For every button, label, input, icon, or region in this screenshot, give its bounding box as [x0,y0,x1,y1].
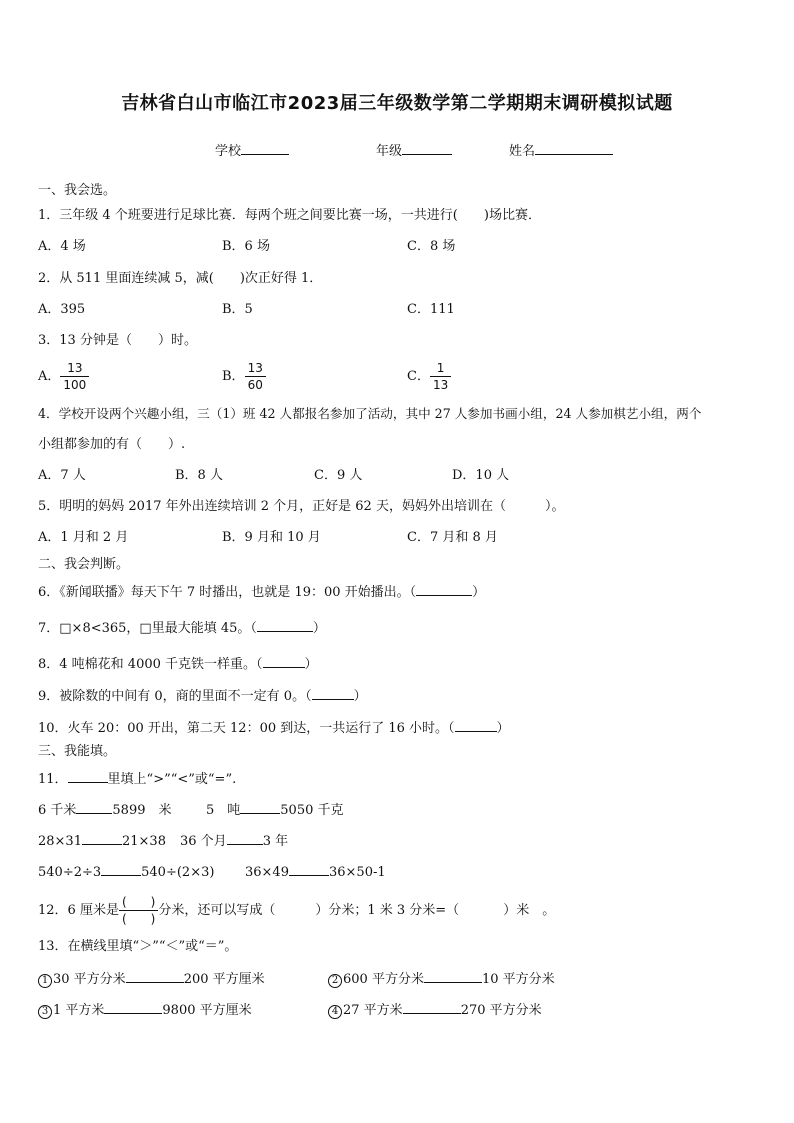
q11-item-4 [180,831,288,851]
question-5: 5．明明的妈妈 2017 年外出连续培训 2 个月，正好是 62 天，妈妈外出培训在（ ）。 [38,499,565,514]
grade-field[interactable] [376,141,452,161]
q11-instruction: 里填上“>”“<”或“=”. [107,772,237,787]
q4-option-b[interactable]: B．8 人 [175,468,223,483]
q7-answer-blank[interactable] [257,618,313,632]
q3-c-label: C． [407,369,430,384]
question-13: 13．在横线里填“＞”“＜”或“＝”。 [38,939,238,954]
q5-option-a[interactable]: A．1 月和 2 月 [38,530,129,545]
q11-item-3 [38,831,166,851]
q13-item-1-left: 30 平方分米 [53,972,126,987]
q3-a-denominator: 100 [63,378,87,392]
question-9 [38,686,367,706]
question-3: 3．13 分钟是（ ）时。 [38,333,197,348]
name-label: 姓名 [509,144,536,159]
q10-end: ） [496,721,510,736]
q4-option-d[interactable]: D．10 人 [452,468,510,483]
q13-item-4-right: 270 平方分米 [460,1003,542,1018]
circled-number-2: 2 [328,974,342,988]
name-blank[interactable] [535,141,613,155]
q12-numerator-blank[interactable]: ( ) [119,894,158,911]
q8-text: 8．4 吨棉花和 4000 千克铁一样重。（ [38,657,263,672]
q12-mid2: ）分米；1 米 3 分米=（ [315,903,460,918]
q13-item-4-left: 27 平方米 [343,1003,403,1018]
q12-fraction-blank[interactable] [119,894,158,927]
section-heading-judge: 二、我会判断。 [38,557,130,572]
q13-item-4-blank[interactable] [403,1000,461,1014]
q11-item-5-left: 540÷2÷3 [38,865,102,880]
q13-item-2-blank[interactable] [424,969,482,983]
q11-item-6-right: 36×50-1 [328,865,386,880]
q11-item-4-blank[interactable] [227,831,263,845]
question-6 [38,582,485,602]
q3-a-numerator: 13 [60,360,89,377]
q6-answer-blank[interactable] [416,582,472,596]
q12-end: ）米 。 [503,903,556,918]
q11-item-3-right: 21×38 [121,834,166,849]
question-1: 1．三年级 4 个班要进行足球比赛．每两个班之间要比赛一场，一共进行( )场比赛． [38,208,541,223]
q11-item-6-blank[interactable] [289,862,329,876]
q3-option-b[interactable] [222,360,266,393]
q1-option-b[interactable]: B．6 场 [222,239,270,254]
q10-answer-blank[interactable] [455,718,497,732]
question-4-line2: 小组都参加的有（ ）. [38,437,186,452]
q3-b-denominator: 60 [247,378,263,392]
q13-item-2-left: 600 平方分米 [343,972,424,987]
q7-end: ） [312,621,326,636]
q11-item-5-right: 540÷(2×3) [141,865,215,880]
question-12 [38,893,555,929]
school-field[interactable] [215,141,289,161]
q8-answer-blank[interactable] [263,654,305,668]
q9-answer-blank[interactable] [312,686,354,700]
q5-option-b[interactable]: B．9 月和 10 月 [222,530,321,545]
name-field[interactable] [509,141,613,161]
q2-option-b[interactable]: B．5 [222,302,253,317]
q3-a-label: A． [38,369,61,384]
q11-item-4-left: 36 个月 [180,834,227,849]
q11-item-6 [245,862,386,882]
q1-option-a[interactable]: A．4 场 [38,239,86,254]
question-7 [38,618,326,638]
circled-number-3: 3 [38,1005,52,1019]
q12-mid: 分米，还可以写成（ [158,903,276,918]
q13-item-3-blank[interactable] [104,1000,162,1014]
q13-item-3-right: 9800 平方厘米 [162,1003,252,1018]
q11-item-2-left: 5 吨 [206,803,241,818]
page-title: 吉林省白山市临江市2023届三年级数学第二学期期末调研模拟试题 [121,93,673,114]
q2-option-a[interactable]: A．395 [38,302,86,317]
q2-option-c[interactable]: C．111 [407,302,455,317]
section-heading-fill: 三、我能填。 [38,744,117,759]
q11-item-1 [38,800,172,820]
circled-number-4: 4 [328,1005,342,1019]
school-label: 学校 [215,144,242,159]
q3-b-label: B． [222,369,245,384]
grade-blank[interactable] [402,141,452,155]
q11-item-5 [38,862,214,882]
q11-item-2-blank[interactable] [240,800,280,814]
q3-option-a[interactable] [38,360,89,393]
q5-option-c[interactable]: C．7 月和 8 月 [407,530,498,545]
q3-b-numerator: 13 [245,360,266,377]
q13-item-2-right: 10 平方分米 [481,972,555,987]
q13-item-2 [328,969,555,989]
q12-lead: 12．6 厘米是 [38,903,119,918]
q13-item-1-blank[interactable] [126,969,184,983]
q11-item-2-right: 5050 千克 [280,803,344,818]
q4-option-a[interactable]: A．7 人 [38,468,86,483]
q11-item-3-blank[interactable] [82,831,122,845]
question-4-line1: 4．学校开设两个兴趣小组，三（1）班 42 人都报名参加了活动，其中 27 人参加书画小组，24 人参加棋艺小组，两个 [38,406,702,421]
q11-item-6-left: 36×49 [245,865,289,880]
q6-text: 6．《新闻联播》每天下午 7 时播出，也就是 19：00 开始播出。（ [38,585,417,600]
q11-item-1-left: 6 千米 [38,803,77,818]
q11-item-1-blank[interactable] [76,800,112,814]
q10-text: 10．火车 20：00 开出，第二天 12：00 到达，一共运行了 16 小时。（ [38,721,455,736]
q13-item-3 [38,1000,252,1020]
q11-item-5-blank[interactable] [101,862,141,876]
q3-c-fraction [430,360,451,393]
q3-b-fraction [245,360,266,393]
q8-end: ） [304,657,318,672]
q13-item-1-right: 200 平方厘米 [183,972,265,987]
question-10 [38,718,510,738]
q11-item-4-right: 3 年 [262,834,289,849]
q13-item-4 [328,1000,542,1020]
q3-option-c[interactable] [407,360,451,393]
q13-item-3-left: 1 平方米 [53,1003,105,1018]
q12-denominator-blank[interactable]: ( ) [121,912,156,926]
q11-lead: 11． [38,772,68,787]
question-11 [38,769,236,789]
q1-option-c[interactable]: C．8 场 [407,239,456,254]
q11-example-blank [68,769,108,783]
question-2: 2．从 511 里面连续减 5，减( )次正好得 1． [38,271,323,286]
q11-item-2 [206,800,344,820]
q4-option-c[interactable]: C．9 人 [314,468,363,483]
q3-c-numerator: 1 [430,360,451,377]
q6-end: ） [472,585,486,600]
q11-item-3-left: 28×31 [38,834,82,849]
q9-text: 9．被除数的中间有 0，商的里面不一定有 0。（ [38,689,312,704]
question-8 [38,654,318,674]
grade-label: 年级 [376,144,403,159]
circled-number-1: 1 [38,974,52,988]
q7-text: 7．□×8<365，□里最大能填 45。（ [38,621,257,636]
school-blank[interactable] [241,141,289,155]
section-heading-choice: 一、我会选。 [38,183,117,198]
q3-a-fraction [60,360,89,393]
q9-end: ） [353,689,367,704]
q11-item-1-right: 5899 米 [112,803,172,818]
q13-item-1 [38,969,265,989]
q3-c-denominator: 13 [432,378,449,392]
